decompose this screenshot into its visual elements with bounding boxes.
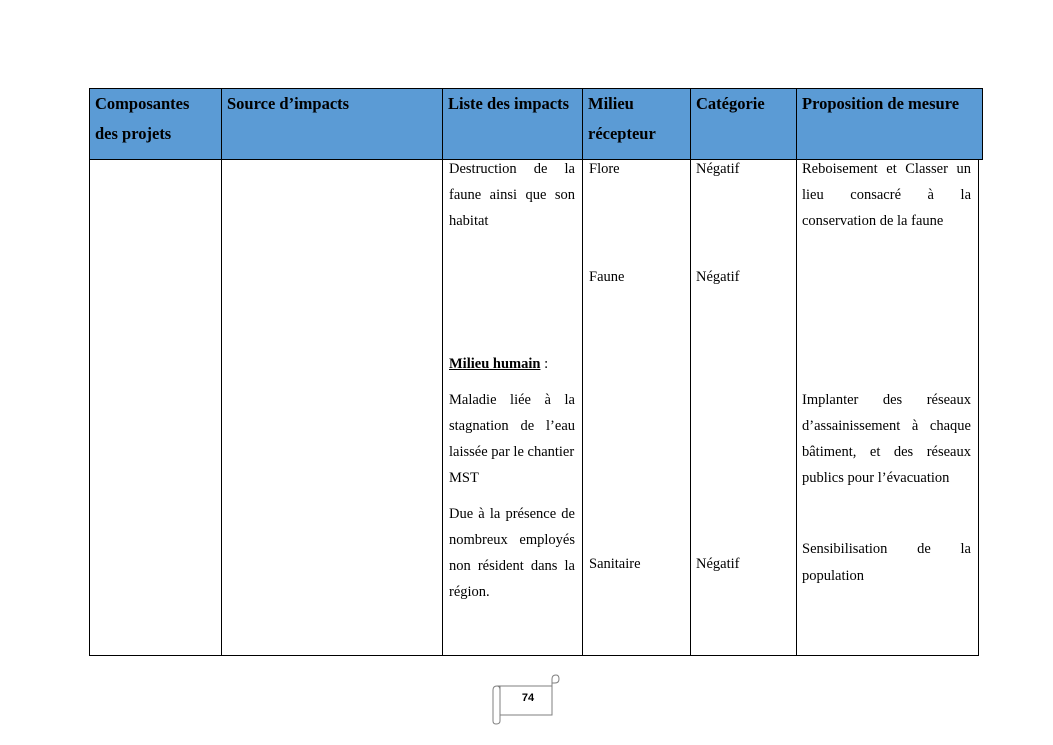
column-divider [796, 88, 797, 656]
mesure-sensibilisation: Sensibilisation de la population [802, 541, 971, 584]
mesure-reboisement: Reboisement et Classer un lieu consacré à la conservation de la faune [802, 161, 971, 229]
categorie-value: Négatif [696, 161, 740, 177]
column-divider [582, 88, 583, 656]
table-border-bottom [89, 655, 979, 656]
milieu-humain-heading: Milieu humain : [449, 356, 549, 372]
milieu-faune: Faune [589, 269, 625, 285]
header-source: Source d’impacts [227, 94, 350, 113]
mesure-implanter: Implanter des réseaux d’assainissement à chaque bâtiment, et des réseaux publics pour l’évacuation [802, 392, 971, 486]
table-border-left [89, 88, 90, 656]
header-milieu: Milieu récepteur [588, 94, 656, 143]
header-proposition: Proposition de mesure [802, 94, 960, 113]
impacts-table [89, 88, 983, 656]
milieu-flore: Flore [589, 161, 620, 177]
column-divider [690, 88, 691, 656]
milieu-sanitaire: Sanitaire [589, 556, 641, 572]
header-categorie: Catégorie [696, 94, 765, 113]
categorie-value: Négatif [696, 269, 740, 285]
column-divider [221, 88, 222, 656]
impact-destruction: Destruction de la faune ainsi que son habitat [449, 161, 575, 229]
categorie-value: Négatif [696, 556, 740, 572]
header-liste: Liste des impacts [448, 94, 569, 113]
header-composantes: Composantes des projets [95, 94, 190, 143]
impact-due: Due à la présence de nombreux employés non résident dans la région. [449, 506, 575, 600]
table-border-right [978, 160, 979, 656]
page-number: 74 [521, 692, 535, 704]
impact-maladie: Maladie liée à la stagnation de l’eau laissée par le chantier MST [449, 392, 575, 486]
column-divider [442, 88, 443, 656]
